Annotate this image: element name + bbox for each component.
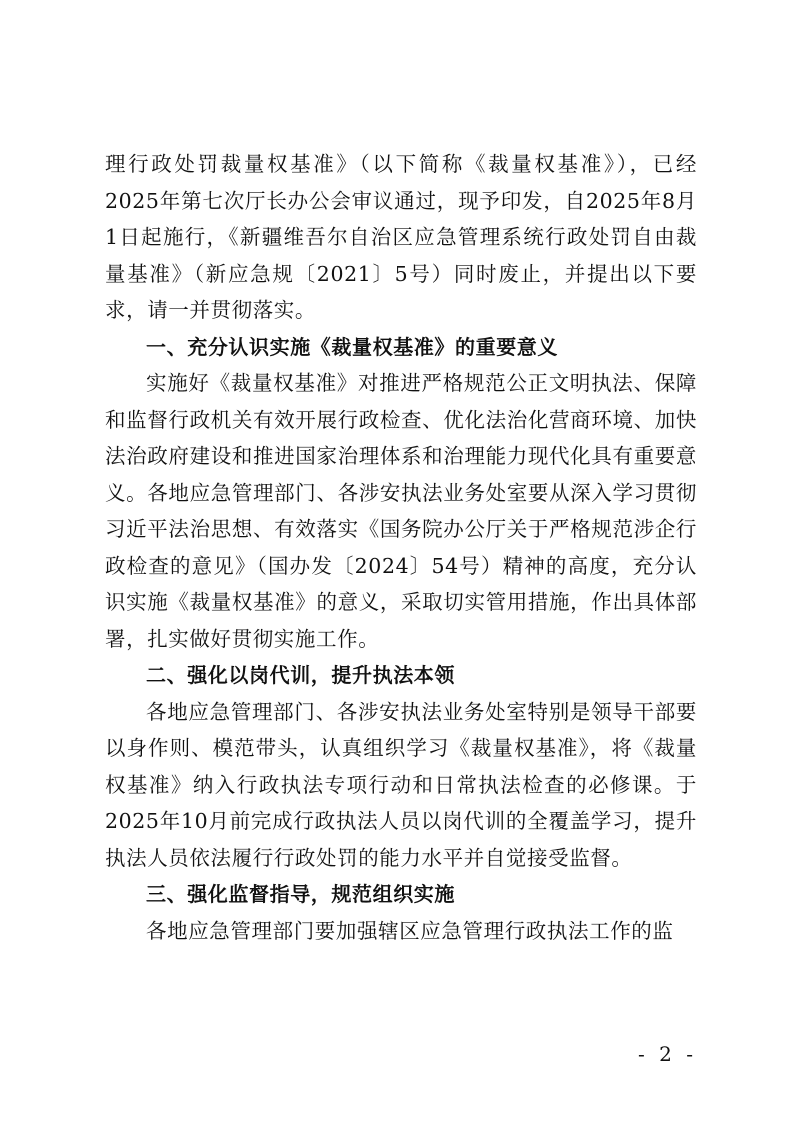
paragraph-training: 各地应急管理部门、各涉安执法业务处室特别是领导干部要以身作则、模范带头，认真组织学习《裁量权基准》，将《裁量权基准》纳入行政执法专项行动和日常执法检查的必修课。于2025年10月前完成行政执法人员以岗代训的全覆盖学习，提升执法人员依法履行行政处罚的能力水平并自觉接受监督。 (105, 699, 697, 870)
document-body (105, 146, 697, 949)
paragraph-supervision: 各地应急管理部门要加强辖区应急管理行政执法工作的监 (146, 918, 674, 943)
paragraph-significance: 实施好《裁量权基准》对推进严格规范公正文明执法、保障和监督行政机关有效开展行政检查、优化法治化营商环境、加快法治政府建设和推进国家治理体系和治理能力现代化具有重要意义。各地应急管理部门、各涉安执法业务处室要从深入学习贯彻习近平法治思想、有效落实《国务院办公厅关于严格规范涉企行政检查的意见》（国办发〔2024〕54号）精神的高度，充分认识实施《裁量权基准》的意义，采取切实管用措施，作出具体部署，扎实做好贯彻实施工作。 (105, 371, 697, 651)
section-heading-1: 一、充分认识实施《裁量权基准》的重要意义 (146, 334, 558, 359)
page-number: - 2 - (638, 1042, 697, 1066)
section-heading-2: 二、强化以岗代训，提升执法本领 (146, 663, 455, 687)
paragraph-continuation: 理行政处罚裁量权基准》（以下简称《裁量权基准》），已经2025年第七次厅长办公会审议通过，现予印发，自2025年8月1日起施行，《新疆维吾尔自治区应急管理系统行政处罚自由裁量基准》（新应急规〔2021〕5号）同时废止，并提出以下要求，请一并贯彻落实。 (105, 152, 697, 322)
section-heading-3: 三、强化监督指导，规范组织实施 (146, 882, 455, 906)
